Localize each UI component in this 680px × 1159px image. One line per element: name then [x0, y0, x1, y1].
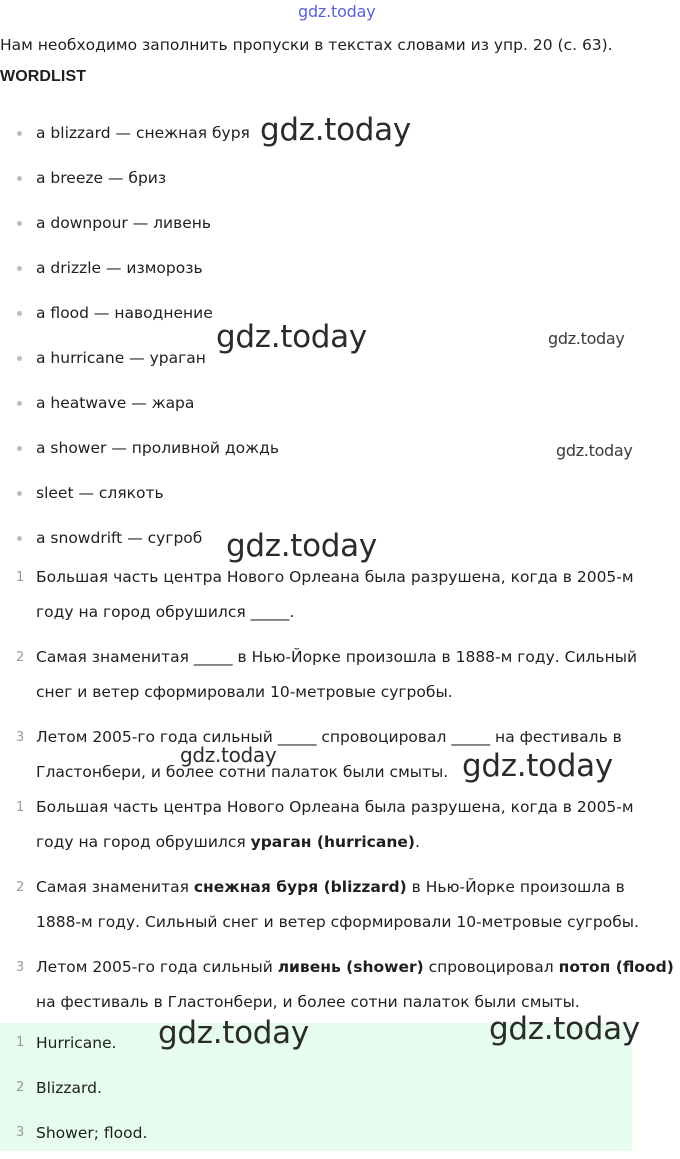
item-number: 2 [16, 1080, 25, 1095]
item-number: 2 [16, 650, 25, 665]
item-number: 2 [16, 880, 25, 895]
word-entry: a shower — проливной дождь [36, 439, 279, 457]
watermark: gdz.today [556, 441, 633, 460]
answer-text: Самая знаменитая [36, 878, 194, 896]
item-number: 1 [16, 800, 25, 815]
answer-text: Летом 2005-го года сильный [36, 958, 278, 976]
site-watermark-top[interactable]: gdz.today [298, 2, 376, 21]
watermark: gdz.today [158, 1015, 309, 1051]
answer-word: ливень (shower) [277, 958, 424, 976]
list-item [0, 246, 279, 291]
task-text: Самая знаменитая _____ в Нью-Йорке произошла в 1888-м году. Сильный снег и ветер сформировали 10-метровые сугробы. [36, 648, 638, 701]
list-item [0, 381, 279, 426]
list-item [0, 201, 279, 246]
item-number: 3 [16, 1125, 25, 1140]
watermark: gdz.today [226, 528, 377, 564]
bullet-icon [17, 131, 22, 136]
bullet-icon [17, 356, 22, 361]
item-number: 1 [16, 1035, 25, 1050]
bullet-icon [17, 221, 22, 226]
bullet-icon [17, 311, 22, 316]
answer-word: снежная буря (blizzard) [193, 878, 407, 896]
word-entry: a drizzle — изморозь [36, 259, 203, 277]
word-entry: a breeze — бриз [36, 169, 167, 187]
bullet-icon [17, 401, 22, 406]
short-answer-text: Blizzard. [36, 1079, 102, 1097]
wordlist-heading: WORDLIST [0, 68, 87, 85]
item-number: 1 [16, 570, 25, 585]
word-entry: a downpour — ливень [36, 214, 212, 232]
answer-word: ураган (hurricane) [250, 833, 415, 851]
task-item [0, 560, 680, 630]
answer-item [0, 790, 680, 860]
bullet-icon [17, 266, 22, 271]
watermark: gdz.today [462, 748, 613, 784]
word-entry: a blizzard — снежная буря [36, 124, 250, 142]
bullet-icon [17, 491, 22, 496]
watermark: gdz.today [180, 743, 277, 767]
word-entry: a flood — наводнение [36, 304, 213, 322]
task-intro: Нам необходимо заполнить пропуски в текстах словами из упр. 20 (с. 63). [0, 36, 613, 54]
short-answers [0, 1024, 147, 1159]
bullet-icon [17, 176, 22, 181]
answer-item [0, 950, 680, 1020]
answer-word: потоп (flood) [558, 958, 674, 976]
watermark: gdz.today [216, 319, 367, 355]
list-item [0, 156, 279, 201]
short-answer-item [0, 1024, 147, 1069]
answer-text: Большая часть центра Нового Орлеана была разрушена, когда в 2005-м году на город обрушился [36, 798, 634, 851]
answer-item [0, 870, 680, 940]
task-item [0, 640, 680, 710]
short-answer-item [0, 1069, 147, 1114]
short-answer-text: Shower; flood. [36, 1124, 148, 1142]
word-entry: a snowdrift — сугроб [36, 529, 203, 547]
task-text: Большая часть центра Нового Орлеана была разрушена, когда в 2005-м году на город обрушился _____. [36, 568, 634, 621]
short-answer-item [0, 1114, 147, 1159]
item-number: 3 [16, 960, 25, 975]
answer-text: в Нью-Йорке произошла в 1888-м году. Сильный снег и ветер сформировали 10-метровые сугробы. [36, 878, 639, 931]
bullet-icon [17, 536, 22, 541]
task-text: Летом 2005-го года сильный _____ спровоцировал _____ на фестиваль в Гластонбери, и более сотни палаток были смыты. [36, 728, 622, 781]
word-entry: sleet — слякоть [36, 484, 164, 502]
word-entry: a heatwave — жара [36, 394, 195, 412]
bullet-icon [17, 446, 22, 451]
list-item [0, 111, 279, 156]
list-item [0, 471, 279, 516]
answer-sentences [0, 790, 680, 1030]
watermark: gdz.today [548, 329, 625, 348]
word-entry: a hurricane — ураган [36, 349, 206, 367]
answer-text: . [414, 833, 420, 851]
answer-text: спровоцировал [423, 958, 559, 976]
item-number: 3 [16, 730, 25, 745]
list-item [0, 426, 279, 471]
watermark: gdz.today [260, 112, 411, 148]
answer-text: на фестиваль в Гластонбери, и более сотни палаток были смыты. [36, 993, 580, 1011]
short-answer-text: Hurricane. [36, 1034, 117, 1052]
watermark: gdz.today [489, 1011, 640, 1047]
